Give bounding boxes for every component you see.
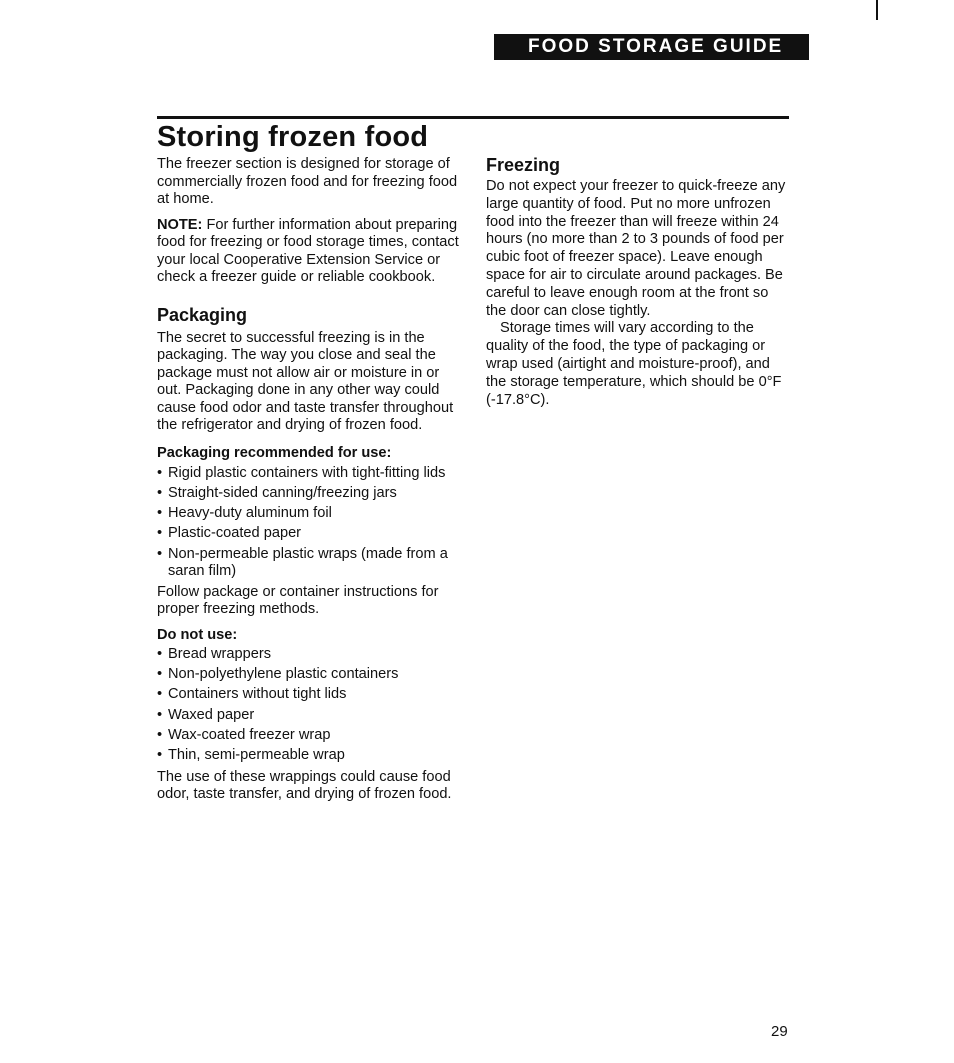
note-label: NOTE: <box>157 216 203 233</box>
list-item: • Bread wrappers <box>157 646 462 664</box>
do-not-use-heading: Do not use: <box>157 626 238 643</box>
closing-paragraph: The use of these wrappings could cause food odor, taste transfer, and drying of frozen food. <box>157 768 452 803</box>
follow-paragraph: Follow package or container instructions for proper freezing methods. <box>157 583 439 618</box>
list-item: • Non-polyethylene plastic containers <box>157 666 462 684</box>
note-text: For further information about preparing food for freezing or food storage times, contact your local Cooperative Extension Service or check a freezer guide or reliable cookbook. <box>157 216 459 285</box>
list-item: • Straight-sided canning/freezing jars <box>157 485 462 503</box>
list-item: • Heavy-duty aluminum foil <box>157 505 462 523</box>
right-column <box>486 154 786 409</box>
list-item: • Plastic-coated paper <box>157 525 462 543</box>
list-item: • Non-permeable plastic wraps (made from a saran film) <box>157 546 462 581</box>
intro-paragraph: The freezer section is designed for storage of commercially frozen food and for freezing food at home. <box>157 156 458 207</box>
list-item: • Waxed paper <box>157 707 462 725</box>
edge-mark <box>876 0 878 20</box>
list-item: • Wax-coated freezer wrap <box>157 727 462 745</box>
recommended-list <box>157 465 462 581</box>
freezing-heading: Freezing <box>486 155 561 175</box>
list-item: • Rigid plastic containers with tight-fitting lids <box>157 465 462 483</box>
page-number: 29 <box>771 1023 788 1040</box>
note-paragraph <box>157 217 462 287</box>
list-item: • Thin, semi-permeable wrap <box>157 747 462 765</box>
left-column <box>157 156 462 804</box>
section-banner: FOOD STORAGE GUIDE <box>494 34 809 60</box>
list-item: • Containers without tight lids <box>157 686 462 704</box>
freezing-body: Do not expect your freezer to quick-freeze any large quantity of food. Put no more unfrozen food into the freezer than will freeze within 24 hours (no more than 2 to 3 pounds of food per cubic foot of freezer space). Leave enough space for air to circulate around packages. Be careful to leave enough room at the front so the door can close tightly. <box>486 178 786 319</box>
packaging-body: The secret to successful freezing is in the packaging. The way you close and seal the package must not allow air or moisture in or out. Packaging done in any other way could cause food odor and taste transfer throughout the refrigerator and drying of frozen food. <box>157 329 454 433</box>
recommended-heading: Packaging recommended for use: <box>157 444 392 461</box>
page-title: Storing frozen food <box>157 121 429 153</box>
do-not-use-list <box>157 646 462 765</box>
storage-times-paragraph: Storage times will vary according to the quality of the food, the type of packaging or wrap used (airtight and moisture-proof), and the storage temperature, which should be 0°F (-17.8°C). <box>486 320 782 408</box>
packaging-heading: Packaging <box>157 304 248 325</box>
